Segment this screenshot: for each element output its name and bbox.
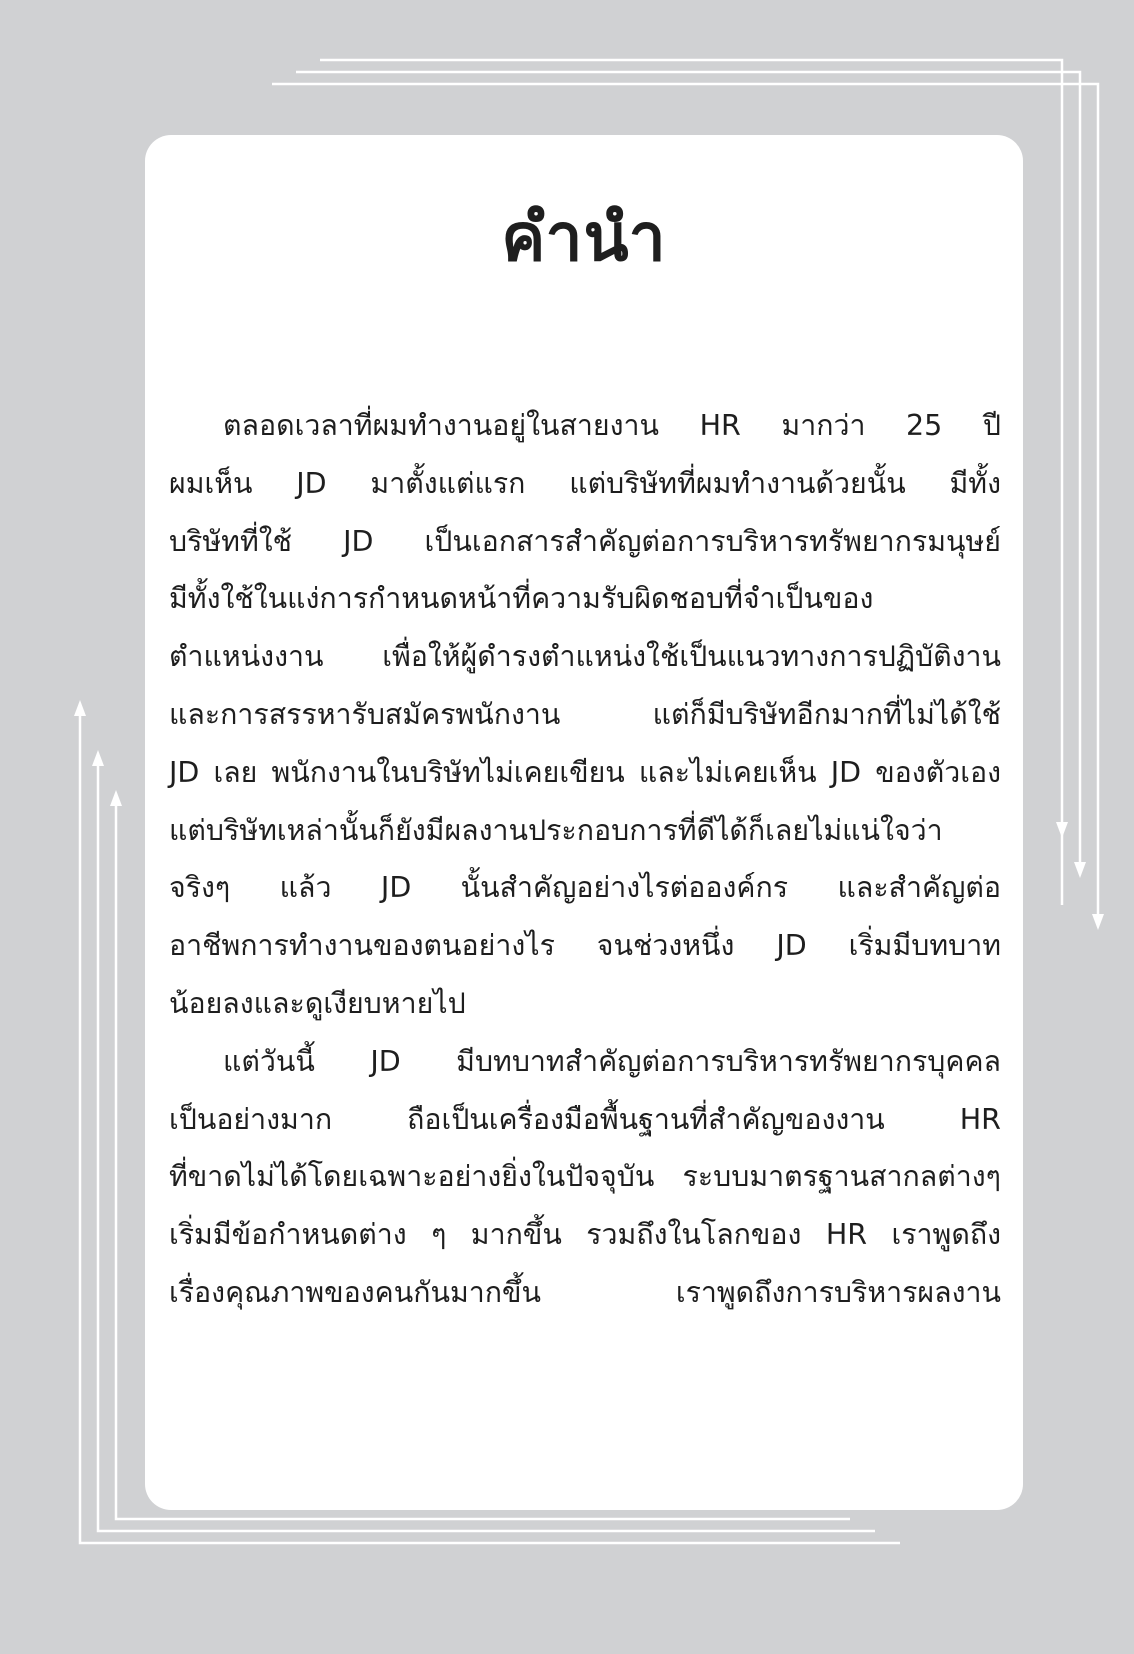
text-line: แต่บริษัทเหล่านั้นก็ยังมีผลงานประกอบการที่ดีได้ก็เลยไม่แน่ใจว่า — [169, 813, 943, 847]
paragraph-2 — [169, 1033, 1001, 1322]
text-line: จริงๆ แล้ว JD นั้นสำคัญอย่างไรต่อองค์กร และสำคัญต่อ — [169, 871, 1001, 905]
text-line: ผมเห็น JD มาตั้งแต่แรก แต่บริษัทที่ผมทำงานด้วยนั้น มีทั้ง — [169, 466, 1001, 500]
text-line: มีทั้งใช้ในแง่การกำหนดหน้าที่ความรับผิดชอบที่จำเป็นของ — [169, 582, 874, 616]
text-line: และการสรรหารับสมัครพนักงาน แต่ก็มีบริษัทอีกมากที่ไม่ได้ใช้ — [169, 697, 1001, 731]
text-line: JD เลย พนักงานในบริษัทไม่เคยเขียน และไม่เคยเห็น JD ของตัวเอง — [169, 755, 1001, 789]
text-line: เรื่องคุณภาพของคนกันมากขึ้น เราพูดถึงการบริหารผลงาน — [169, 1275, 1001, 1309]
arrow-down-icon — [1074, 862, 1086, 878]
arrow-up-icon — [92, 750, 104, 766]
text-line: ตลอดเวลาที่ผมทำงานอยู่ในสายงาน HR มากว่า 25 ปี — [223, 409, 1001, 442]
body-text — [169, 397, 1001, 1322]
arrow-up-icon — [110, 790, 122, 806]
text-line: น้อยลงและดูเงียบหายไป — [169, 986, 466, 1020]
paragraph-1 — [169, 397, 1001, 1033]
text-line: เริ่มมีข้อกำหนดต่าง ๆ มากขึ้น รวมถึงในโลกของ HR เราพูดถึง — [169, 1218, 1001, 1252]
arrow-down-icon — [1092, 914, 1104, 930]
text-line: อาชีพการทำงานของตนอย่างไร จนช่วงหนึ่ง JD เริ่มมีบทบาท — [169, 929, 1001, 963]
text-line: ตำแหน่งงาน เพื่อให้ผู้ดำรงตำแหน่งใช้เป็นแนวทางการปฏิบัติงาน — [169, 640, 1001, 674]
text-line: บริษัทที่ใช้ JD เป็นเอกสารสำคัญต่อการบริหารทรัพยากรมนุษย์ — [169, 524, 1001, 558]
page-title: คำนำ — [501, 199, 667, 276]
arrow-down-icon — [1056, 822, 1068, 838]
text-line: เป็นอย่างมาก ถือเป็นเครื่องมือพื้นฐานที่สำคัญของงาน HR — [169, 1102, 1001, 1136]
content-card — [145, 135, 1023, 1510]
text-line: ที่ขาดไม่ได้โดยเฉพาะอย่างยิ่งในปัจจุบัน ระบบมาตรฐานสากลต่างๆ — [169, 1160, 1001, 1194]
text-line: แต่วันนี้ JD มีบทบาทสำคัญต่อการบริหารทรัพยากรบุคคล — [223, 1044, 1001, 1078]
arrow-up-icon — [74, 700, 86, 716]
